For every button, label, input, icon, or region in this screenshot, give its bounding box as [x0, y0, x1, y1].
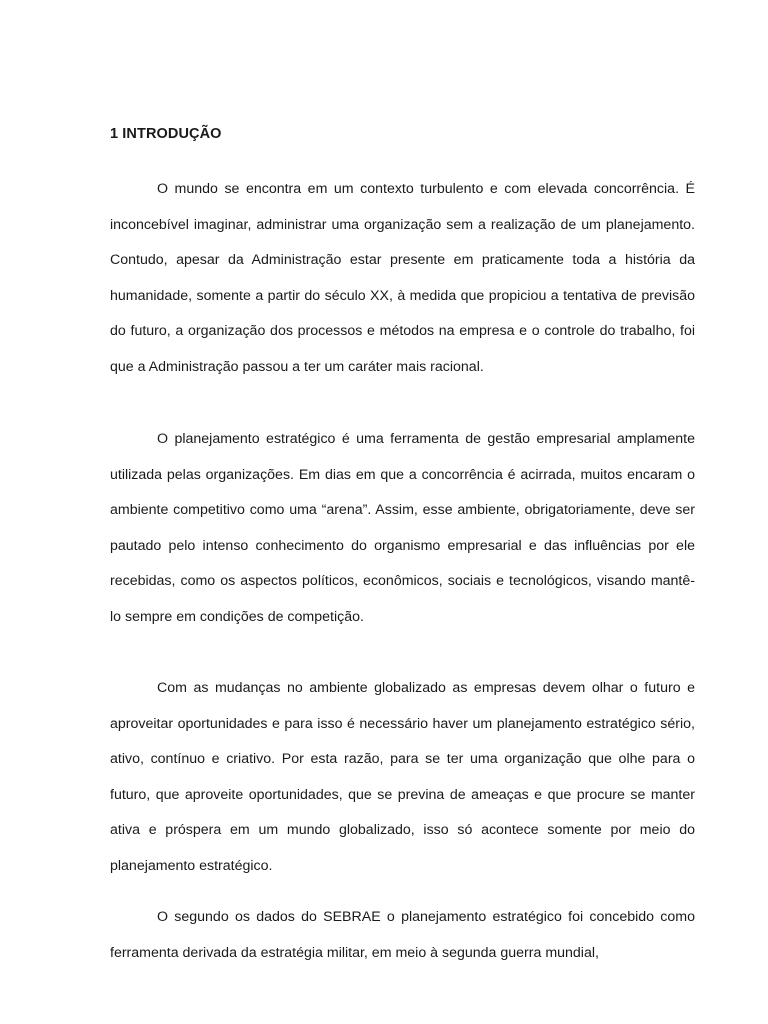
paragraph-3: Com as mudanças no ambiente globalizado as empresas devem olhar o futuro e aproveitar oportunidades e para isso é necessário haver um planejamento estratégico sério, ativo, contínuo e criativo. Por esta razão, para se ter uma organização que olhe para o futuro, que aproveite oportunidades, que se previna de ameaças e que procure se manter ativa e próspera em um mundo globalizado, isso só acontece somente por meio do planejamento estratégico. [110, 680, 695, 874]
section-heading: 1 INTRODUÇÃO [110, 126, 222, 142]
paragraph-2: O planejamento estratégico é uma ferramenta de gestão empresarial amplamente utilizada pelas organizações. Em dias em que a concorrência é acirrada, muitos encaram o ambiente competitivo como uma “arena”. Assim, esse ambiente, obrigatoriamente, deve ser pautado pelo intenso conhecimento do organismo empresarial e das influências por ele recebidas, como os aspectos políticos, econômicos, sociais e tecnológicos, visando mantê-lo sempre em condições de competição. [110, 431, 695, 625]
paragraph-4: O segundo os dados do SEBRAE o planejamento estratégico foi concebido como ferramenta derivada da estratégia militar, em meio à segunda guerra mundial, [110, 909, 695, 961]
paragraph-1: O mundo se encontra em um contexto turbulento e com elevada concorrência. É inconcebível imaginar, administrar uma organização sem a realização de um planejamento. Contudo, apesar da Administração estar presente em praticamente toda a história da humanidade, somente a partir do século XX, à medida que propiciou a tentativa de previsão do futuro, a organização dos processos e métodos na empresa e o controle do trabalho, foi que a Administração passou a ter um caráter mais racional. [110, 181, 695, 375]
